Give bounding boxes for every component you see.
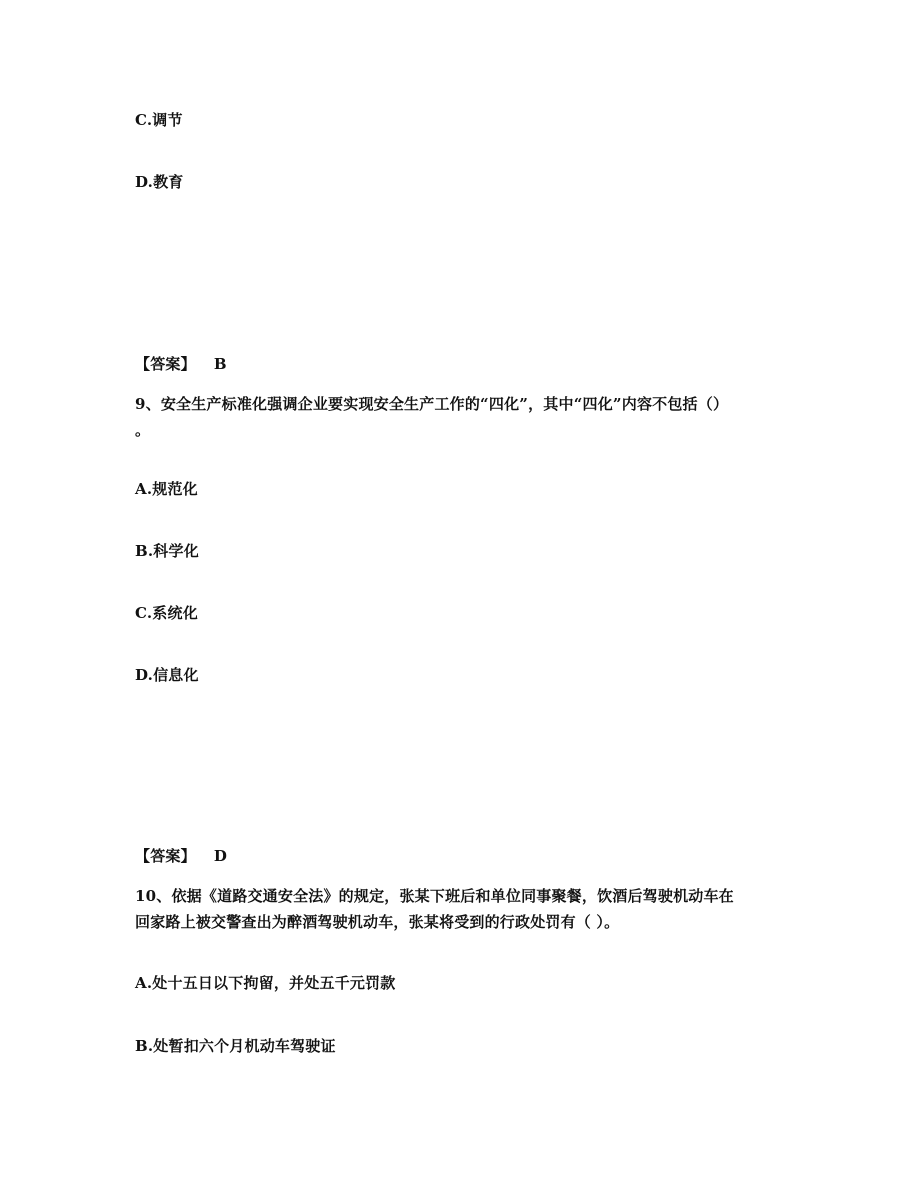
answer-label: 【答案】 <box>135 355 196 373</box>
q9-stem-line-2: 。 <box>135 421 151 439</box>
answer-label: 【答案】 <box>135 847 196 865</box>
q9-option-b: B.科学化 <box>135 542 199 560</box>
answer-value: D <box>213 847 228 865</box>
q9-answer <box>135 845 227 867</box>
q8-option-c: C.调节 <box>135 111 183 129</box>
q9-stem-line-1: 9、安全生产标准化强调企业要实现安全生产工作的“四化”，其中“四化”内容不包括（） <box>135 395 729 413</box>
q8-option-d: D.教育 <box>135 173 184 191</box>
q10-option-b: B.处暂扣六个月机动车驾驶证 <box>135 1037 336 1055</box>
q10-option-a: A.处十五日以下拘留，并处五千元罚款 <box>135 974 396 992</box>
q10-stem-line-2: 回家路上被交警查出为醉酒驾驶机动车，张某将受到的行政处罚有（ ）。 <box>135 913 620 931</box>
q9-option-a: A.规范化 <box>135 480 198 498</box>
q8-answer <box>135 353 227 375</box>
q10-stem-line-1: 10、依据《道路交通安全法》的规定，张某下班后和单位同事聚餐，饮酒后驾驶机动车在 <box>135 887 734 905</box>
q9-option-d: D.信息化 <box>135 666 199 684</box>
q9-option-c: C.系统化 <box>135 604 198 622</box>
answer-value: B <box>213 355 227 373</box>
